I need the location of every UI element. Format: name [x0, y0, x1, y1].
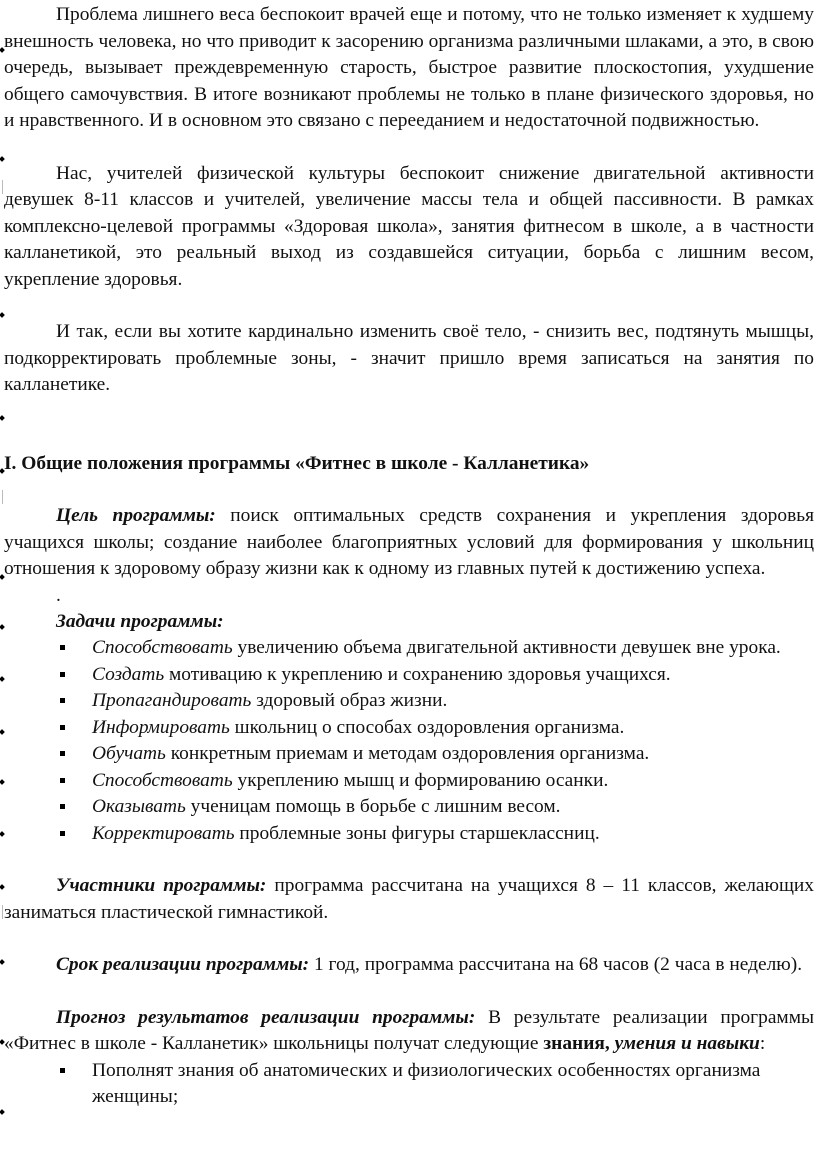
task-text: конкретным приемам и методам оздоровления организма. [165, 743, 650, 764]
margin-tick [2, 180, 3, 194]
duration-text: 1 год, программа рассчитана на 68 часов (2 часа в неделю). [309, 954, 803, 975]
task-text: мотивацию к укреплению и сохранению здоровья учащихся. [164, 663, 671, 685]
task-item [4, 635, 814, 662]
task-text: проблемные зоны фигуры старшеклассниц. [234, 822, 600, 844]
forecast-colon: : [759, 1033, 766, 1054]
task-item [4, 794, 814, 821]
square-bullet-icon [60, 672, 65, 677]
task-item [4, 715, 814, 742]
task-item [4, 662, 814, 689]
duration-label: Срок реализации программы: [56, 954, 310, 975]
task-verb: Способствовать [92, 637, 233, 658]
goal-paragraph [4, 503, 814, 583]
forecast-label: Прогноз результатов реализации программы: [56, 1006, 476, 1028]
task-item [4, 768, 814, 795]
square-bullet-icon [60, 778, 65, 783]
result-item [4, 1058, 814, 1111]
tasks-label-paragraph [4, 609, 814, 636]
forecast-skills: умения и навыки [614, 1033, 760, 1054]
task-text: увеличению объема двигательной активности девушек вне урока. [232, 637, 781, 658]
participants-paragraph [4, 873, 814, 926]
forecast-text: В результате реализации программы «Фитнес в школе - Калланетик» школьницы получат следующие [4, 1006, 814, 1054]
intro-paragraph-1: Проблема лишнего веса беспокоит врачей еще и потому, что не только изменяет к худшему внешность человека, но что приводит к засорению организма различными шлаками, а это, в свою очередь, вызывает преждевременную старость, быстрое развитие плоскостопия, ухудшение общего самочувствия. В итоге возникают проблемы не только в плане физического здоровья, но и нравственного. И в основном это связано с перееданием и недостаточной подвижностью. [4, 4, 814, 131]
task-verb: Создать [92, 663, 165, 685]
square-bullet-icon [60, 831, 65, 836]
goal-label: Цель программы: [56, 505, 216, 526]
square-bullet-icon [60, 751, 65, 756]
task-verb: Информировать [92, 716, 230, 738]
square-bullet-icon [60, 645, 65, 650]
tasks-list [4, 635, 814, 847]
result-text: Пополнят знания об анатомических и физиологических особенностях организма женщины; [92, 1059, 761, 1107]
square-bullet-icon [60, 1068, 65, 1073]
stray-dot: . [56, 584, 61, 606]
task-verb: Корректировать [92, 822, 235, 844]
task-item [4, 741, 814, 768]
task-text: укреплению мышц и формированию осанки. [232, 769, 609, 791]
task-text: здоровый образ жизни. [251, 690, 448, 711]
results-list [4, 1058, 814, 1111]
task-text: школьниц о способах оздоровления организма. [229, 716, 625, 738]
margin-tick [2, 905, 3, 919]
task-text: ученицам помощь в борьбе с лишним весом. [185, 796, 561, 817]
task-verb: Оказывать [92, 796, 186, 817]
duration-paragraph [4, 952, 814, 979]
intro-paragraph-2: Нас, учителей физической культуры беспокоит снижение двигательной активности девушек 8-11 классов и учителей, увеличение массы тела и общей пассивности. В рамках комплексно-целевой программы «Здоровая школа», занятия фитнесом в школе, а в частности калланетикой, это реальный выход из создавшейся ситуации, борьба с лишним весом, укрепление здоровья. [4, 162, 814, 290]
section-heading: I. Общие положения программы «Фитнес в школе - Калланетика» [4, 452, 590, 474]
square-bullet-icon [60, 698, 65, 703]
tasks-label: Задачи программы: [56, 610, 224, 632]
forecast-paragraph [4, 1005, 814, 1058]
goal-text: поиск оптимальных средств сохранения и укрепления здоровья учащихся школы; создание наиболее благоприятных условий для формирования у школьниц отношения к здоровому образу жизни как к одному из главных путей к достижению успеха. [4, 505, 814, 579]
participants-text: программа рассчитана на учащихся 8 – 11 классов, желающих заниматься пластической гимнастикой. [4, 875, 814, 923]
margin-tick [2, 490, 3, 504]
task-verb: Пропагандировать [92, 690, 252, 711]
square-bullet-icon [60, 725, 65, 730]
task-item [4, 688, 814, 715]
forecast-knowledge: знания, [543, 1033, 610, 1054]
document-body [4, 0, 814, 1111]
task-verb: Обучать [92, 743, 166, 764]
task-item [4, 821, 814, 848]
participants-label: Участники программы: [56, 875, 267, 896]
intro-paragraph-3: И так, если вы хотите кардинально изменить своё тело, - снизить вес, подтянуть мышцы, подкорректировать проблемные зоны, - значит пришло время записаться на занятия по калланетике. [4, 321, 814, 395]
square-bullet-icon [60, 804, 65, 809]
task-verb: Способствовать [92, 769, 233, 791]
